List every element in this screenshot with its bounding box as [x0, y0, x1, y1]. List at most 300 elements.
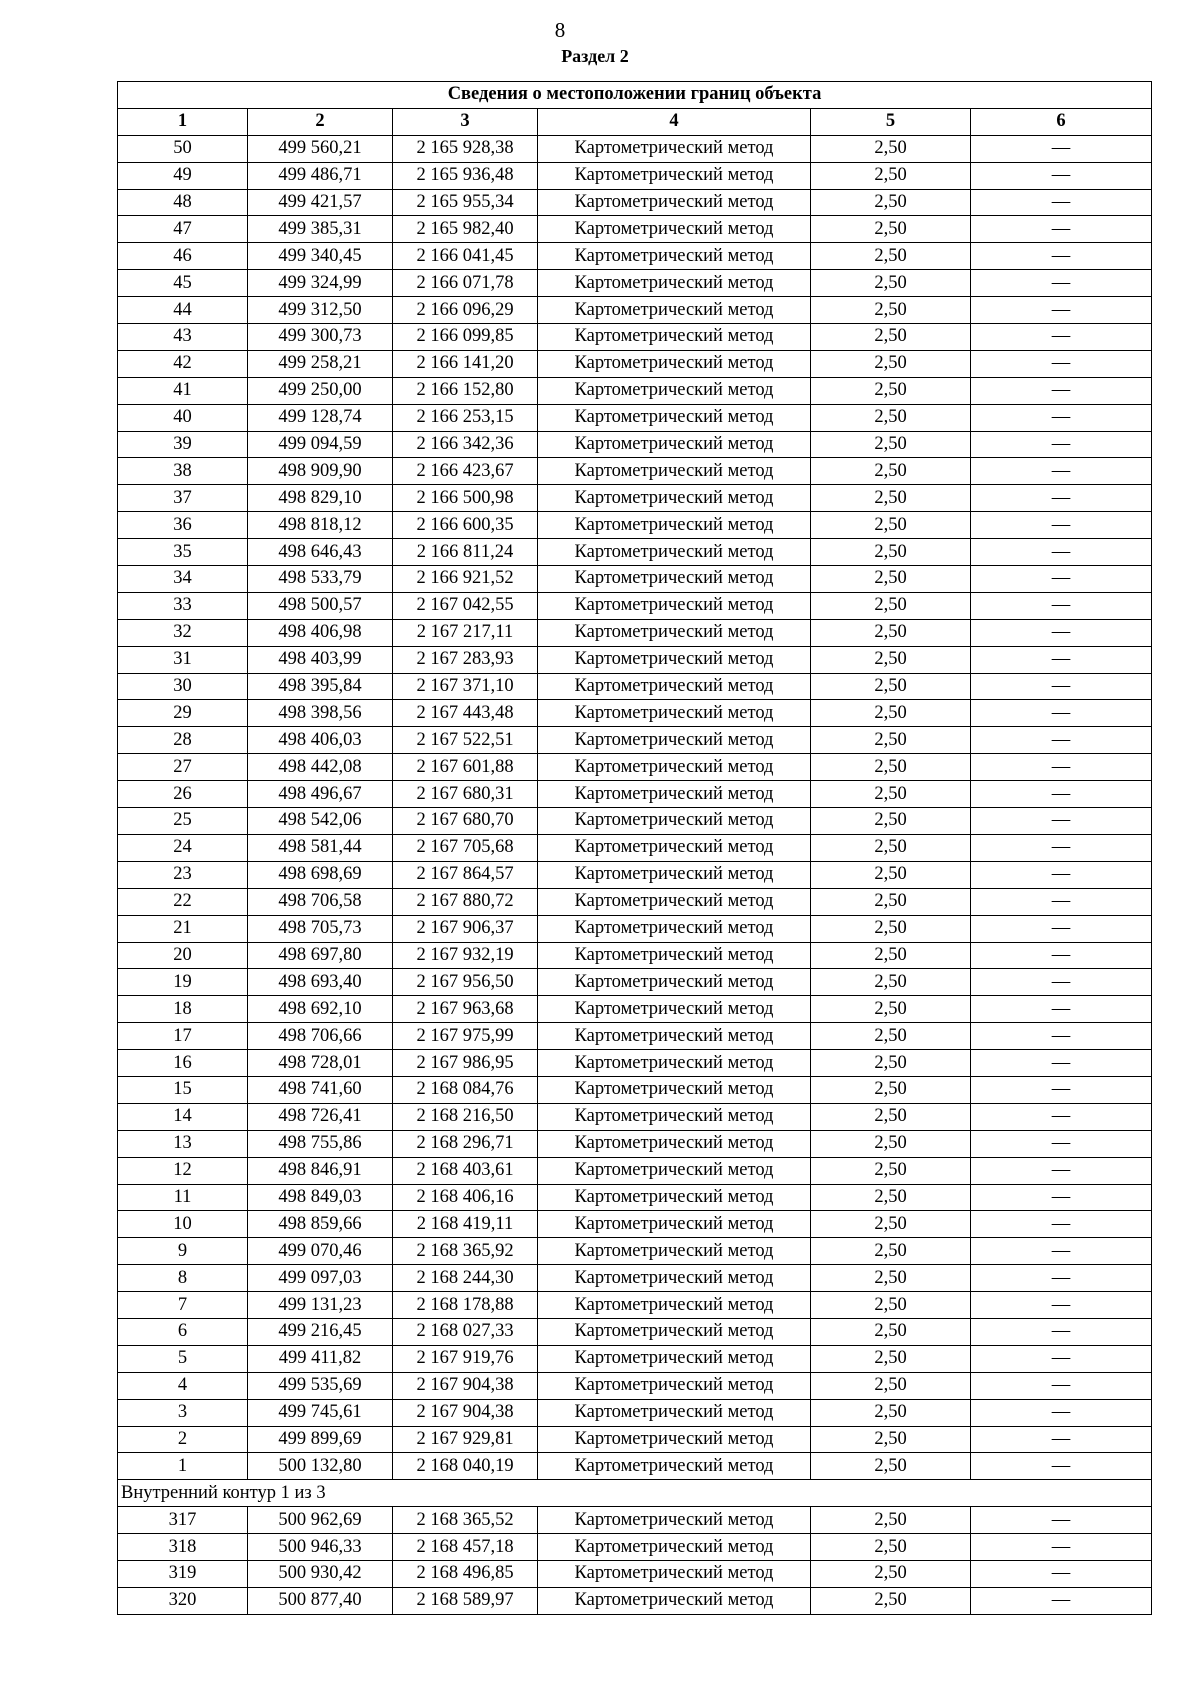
table-row	[118, 1050, 1152, 1077]
column-number: 5	[811, 108, 971, 135]
y-coordinate-cell: 2 167 880,72	[393, 888, 538, 915]
y-coordinate-cell: 2 168 419,11	[393, 1211, 538, 1238]
note-cell: —	[971, 566, 1152, 593]
y-coordinate-cell: 2 166 099,85	[393, 324, 538, 351]
method-cell: Картометрический метод	[538, 216, 811, 243]
accuracy-cell: 2,50	[811, 727, 971, 754]
note-cell: —	[971, 324, 1152, 351]
y-coordinate-cell: 2 166 600,35	[393, 512, 538, 539]
note-cell: —	[971, 135, 1152, 162]
note-cell: —	[971, 485, 1152, 512]
x-coordinate-cell: 499 385,31	[248, 216, 393, 243]
method-cell: Картометрический метод	[538, 1534, 811, 1561]
method-cell: Картометрический метод	[538, 1292, 811, 1319]
accuracy-cell: 2,50	[811, 1292, 971, 1319]
method-cell: Картометрический метод	[538, 1507, 811, 1534]
point-number-cell: 10	[118, 1211, 248, 1238]
note-cell: —	[971, 1292, 1152, 1319]
note-cell: —	[971, 270, 1152, 297]
table-row	[118, 592, 1152, 619]
x-coordinate-cell: 498 846,91	[248, 1157, 393, 1184]
table-row	[118, 135, 1152, 162]
accuracy-cell: 2,50	[811, 1453, 971, 1480]
accuracy-cell: 2,50	[811, 297, 971, 324]
y-coordinate-cell: 2 167 283,93	[393, 646, 538, 673]
accuracy-cell: 2,50	[811, 1211, 971, 1238]
inner-contour-rows	[118, 1507, 1152, 1615]
x-coordinate-cell: 498 403,99	[248, 646, 393, 673]
x-coordinate-cell: 498 697,80	[248, 942, 393, 969]
table-row	[118, 1453, 1152, 1480]
method-cell: Картометрический метод	[538, 324, 811, 351]
y-coordinate-cell: 2 166 141,20	[393, 350, 538, 377]
x-coordinate-cell: 498 829,10	[248, 485, 393, 512]
table-row	[118, 1587, 1152, 1614]
x-coordinate-cell: 498 741,60	[248, 1076, 393, 1103]
method-cell: Картометрический метод	[538, 969, 811, 996]
point-number-cell: 318	[118, 1534, 248, 1561]
method-cell: Картометрический метод	[538, 727, 811, 754]
point-number-cell: 18	[118, 996, 248, 1023]
accuracy-cell: 2,50	[811, 700, 971, 727]
method-cell: Картометрический метод	[538, 1157, 811, 1184]
accuracy-cell: 2,50	[811, 377, 971, 404]
method-cell: Картометрический метод	[538, 431, 811, 458]
note-cell: —	[971, 162, 1152, 189]
y-coordinate-cell: 2 167 963,68	[393, 996, 538, 1023]
x-coordinate-cell: 499 560,21	[248, 135, 393, 162]
note-cell: —	[971, 431, 1152, 458]
y-coordinate-cell: 2 168 084,76	[393, 1076, 538, 1103]
x-coordinate-cell: 499 421,57	[248, 189, 393, 216]
x-coordinate-cell: 498 818,12	[248, 512, 393, 539]
table-row	[118, 485, 1152, 512]
point-number-cell: 31	[118, 646, 248, 673]
x-coordinate-cell: 500 946,33	[248, 1534, 393, 1561]
y-coordinate-cell: 2 167 371,10	[393, 673, 538, 700]
table-row	[118, 1157, 1152, 1184]
x-coordinate-cell: 499 340,45	[248, 243, 393, 270]
column-number: 6	[971, 108, 1152, 135]
point-number-cell: 317	[118, 1507, 248, 1534]
point-number-cell: 29	[118, 700, 248, 727]
accuracy-cell: 2,50	[811, 1130, 971, 1157]
column-number: 3	[393, 108, 538, 135]
y-coordinate-cell: 2 166 152,80	[393, 377, 538, 404]
method-cell: Картометрический метод	[538, 1238, 811, 1265]
table-row	[118, 1507, 1152, 1534]
accuracy-cell: 2,50	[811, 673, 971, 700]
accuracy-cell: 2,50	[811, 1399, 971, 1426]
table-row	[118, 888, 1152, 915]
table-title: Сведения о местоположении границ объекта	[118, 82, 1152, 109]
y-coordinate-cell: 2 168 178,88	[393, 1292, 538, 1319]
method-cell: Картометрический метод	[538, 1184, 811, 1211]
x-coordinate-cell: 498 406,03	[248, 727, 393, 754]
point-number-cell: 2	[118, 1426, 248, 1453]
column-number: 4	[538, 108, 811, 135]
y-coordinate-cell: 2 168 589,97	[393, 1587, 538, 1614]
y-coordinate-cell: 2 165 955,34	[393, 189, 538, 216]
note-cell: —	[971, 297, 1152, 324]
table-row	[118, 996, 1152, 1023]
accuracy-cell: 2,50	[811, 485, 971, 512]
point-number-cell: 32	[118, 619, 248, 646]
y-coordinate-cell: 2 167 906,37	[393, 915, 538, 942]
method-cell: Картометрический метод	[538, 1050, 811, 1077]
method-cell: Картометрический метод	[538, 485, 811, 512]
x-coordinate-cell: 499 324,99	[248, 270, 393, 297]
accuracy-cell: 2,50	[811, 1318, 971, 1345]
method-cell: Картометрический метод	[538, 619, 811, 646]
note-cell: —	[971, 458, 1152, 485]
note-cell: —	[971, 834, 1152, 861]
y-coordinate-cell: 2 168 027,33	[393, 1318, 538, 1345]
note-cell: —	[971, 512, 1152, 539]
y-coordinate-cell: 2 166 253,15	[393, 404, 538, 431]
x-coordinate-cell: 499 094,59	[248, 431, 393, 458]
x-coordinate-cell: 498 849,03	[248, 1184, 393, 1211]
accuracy-cell: 2,50	[811, 324, 971, 351]
table-row	[118, 566, 1152, 593]
table-row	[118, 1023, 1152, 1050]
x-coordinate-cell: 499 486,71	[248, 162, 393, 189]
outer-contour-rows	[118, 135, 1152, 1480]
accuracy-cell: 2,50	[811, 754, 971, 781]
y-coordinate-cell: 2 165 936,48	[393, 162, 538, 189]
point-number-cell: 25	[118, 808, 248, 835]
accuracy-cell: 2,50	[811, 216, 971, 243]
method-cell: Картометрический метод	[538, 512, 811, 539]
table-row	[118, 1534, 1152, 1561]
accuracy-cell: 2,50	[811, 404, 971, 431]
accuracy-cell: 2,50	[811, 243, 971, 270]
table-row	[118, 270, 1152, 297]
accuracy-cell: 2,50	[811, 969, 971, 996]
y-coordinate-cell: 2 168 457,18	[393, 1534, 538, 1561]
point-number-cell: 12	[118, 1157, 248, 1184]
y-coordinate-cell: 2 168 406,16	[393, 1184, 538, 1211]
x-coordinate-cell: 499 070,46	[248, 1238, 393, 1265]
method-cell: Картометрический метод	[538, 1023, 811, 1050]
accuracy-cell: 2,50	[811, 431, 971, 458]
point-number-cell: 49	[118, 162, 248, 189]
table-row	[118, 1399, 1152, 1426]
method-cell: Картометрический метод	[538, 162, 811, 189]
x-coordinate-cell: 499 899,69	[248, 1426, 393, 1453]
point-number-cell: 26	[118, 781, 248, 808]
point-number-cell: 21	[118, 915, 248, 942]
method-cell: Картометрический метод	[538, 243, 811, 270]
accuracy-cell: 2,50	[811, 996, 971, 1023]
point-number-cell: 35	[118, 539, 248, 566]
point-number-cell: 8	[118, 1265, 248, 1292]
table-row	[118, 1130, 1152, 1157]
table-row	[118, 1076, 1152, 1103]
x-coordinate-cell: 498 692,10	[248, 996, 393, 1023]
table-row	[118, 243, 1152, 270]
table-row	[118, 539, 1152, 566]
method-cell: Картометрический метод	[538, 458, 811, 485]
accuracy-cell: 2,50	[811, 1534, 971, 1561]
table-row	[118, 216, 1152, 243]
y-coordinate-cell: 2 167 705,68	[393, 834, 538, 861]
accuracy-cell: 2,50	[811, 834, 971, 861]
accuracy-cell: 2,50	[811, 512, 971, 539]
y-coordinate-cell: 2 165 982,40	[393, 216, 538, 243]
point-number-cell: 13	[118, 1130, 248, 1157]
accuracy-cell: 2,50	[811, 1560, 971, 1587]
x-coordinate-cell: 498 755,86	[248, 1130, 393, 1157]
y-coordinate-cell: 2 168 365,52	[393, 1507, 538, 1534]
x-coordinate-cell: 498 706,66	[248, 1023, 393, 1050]
point-number-cell: 15	[118, 1076, 248, 1103]
x-coordinate-cell: 498 706,58	[248, 888, 393, 915]
method-cell: Картометрический метод	[538, 1372, 811, 1399]
table-row	[118, 1238, 1152, 1265]
column-number-row	[118, 108, 1152, 135]
y-coordinate-cell: 2 167 975,99	[393, 1023, 538, 1050]
note-cell: —	[971, 1318, 1152, 1345]
point-number-cell: 23	[118, 861, 248, 888]
accuracy-cell: 2,50	[811, 458, 971, 485]
y-coordinate-cell: 2 168 296,71	[393, 1130, 538, 1157]
note-cell: —	[971, 861, 1152, 888]
boundary-coordinates-table	[117, 81, 1152, 1615]
point-number-cell: 4	[118, 1372, 248, 1399]
accuracy-cell: 2,50	[811, 915, 971, 942]
x-coordinate-cell: 498 698,69	[248, 861, 393, 888]
x-coordinate-cell: 498 646,43	[248, 539, 393, 566]
method-cell: Картометрический метод	[538, 297, 811, 324]
note-cell: —	[971, 808, 1152, 835]
x-coordinate-cell: 498 533,79	[248, 566, 393, 593]
y-coordinate-cell: 2 167 443,48	[393, 700, 538, 727]
method-cell: Картометрический метод	[538, 888, 811, 915]
point-number-cell: 43	[118, 324, 248, 351]
method-cell: Картометрический метод	[538, 1560, 811, 1587]
x-coordinate-cell: 499 128,74	[248, 404, 393, 431]
accuracy-cell: 2,50	[811, 135, 971, 162]
x-coordinate-cell: 498 581,44	[248, 834, 393, 861]
note-cell: —	[971, 781, 1152, 808]
y-coordinate-cell: 2 166 921,52	[393, 566, 538, 593]
x-coordinate-cell: 498 395,84	[248, 673, 393, 700]
x-coordinate-cell: 499 411,82	[248, 1345, 393, 1372]
y-coordinate-cell: 2 168 365,92	[393, 1238, 538, 1265]
y-coordinate-cell: 2 167 919,76	[393, 1345, 538, 1372]
point-number-cell: 42	[118, 350, 248, 377]
x-coordinate-cell: 498 442,08	[248, 754, 393, 781]
accuracy-cell: 2,50	[811, 189, 971, 216]
method-cell: Картометрический метод	[538, 1345, 811, 1372]
note-cell: —	[971, 1265, 1152, 1292]
x-coordinate-cell: 499 216,45	[248, 1318, 393, 1345]
note-cell: —	[971, 1103, 1152, 1130]
note-cell: —	[971, 1211, 1152, 1238]
table-row	[118, 808, 1152, 835]
y-coordinate-cell: 2 168 496,85	[393, 1560, 538, 1587]
inner-contour-section	[118, 1480, 1152, 1507]
column-number: 1	[118, 108, 248, 135]
x-coordinate-cell: 498 705,73	[248, 915, 393, 942]
point-number-cell: 9	[118, 1238, 248, 1265]
table-row	[118, 700, 1152, 727]
note-cell: —	[971, 700, 1152, 727]
point-number-cell: 44	[118, 297, 248, 324]
section-title: Раздел 2	[561, 46, 629, 66]
accuracy-cell: 2,50	[811, 270, 971, 297]
column-number: 2	[248, 108, 393, 135]
x-coordinate-cell: 499 097,03	[248, 1265, 393, 1292]
accuracy-cell: 2,50	[811, 646, 971, 673]
point-number-cell: 36	[118, 512, 248, 539]
table-row	[118, 1372, 1152, 1399]
y-coordinate-cell: 2 168 040,19	[393, 1453, 538, 1480]
point-number-cell: 33	[118, 592, 248, 619]
method-cell: Картометрический метод	[538, 1211, 811, 1238]
accuracy-cell: 2,50	[811, 592, 971, 619]
point-number-cell: 24	[118, 834, 248, 861]
method-cell: Картометрический метод	[538, 189, 811, 216]
x-coordinate-cell: 499 535,69	[248, 1372, 393, 1399]
accuracy-cell: 2,50	[811, 539, 971, 566]
x-coordinate-cell: 500 930,42	[248, 1560, 393, 1587]
note-cell: —	[971, 1238, 1152, 1265]
accuracy-cell: 2,50	[811, 888, 971, 915]
point-number-cell: 30	[118, 673, 248, 700]
accuracy-cell: 2,50	[811, 1076, 971, 1103]
accuracy-cell: 2,50	[811, 1050, 971, 1077]
accuracy-cell: 2,50	[811, 1238, 971, 1265]
x-coordinate-cell: 498 398,56	[248, 700, 393, 727]
table-row	[118, 754, 1152, 781]
point-number-cell: 37	[118, 485, 248, 512]
table-row	[118, 350, 1152, 377]
method-cell: Картометрический метод	[538, 1318, 811, 1345]
method-cell: Картометрический метод	[538, 673, 811, 700]
note-cell: —	[971, 404, 1152, 431]
note-cell: —	[971, 1184, 1152, 1211]
method-cell: Картометрический метод	[538, 566, 811, 593]
note-cell: —	[971, 1587, 1152, 1614]
note-cell: —	[971, 646, 1152, 673]
method-cell: Картометрический метод	[538, 834, 811, 861]
contour-label-row	[118, 1480, 1152, 1507]
table-row	[118, 1211, 1152, 1238]
accuracy-cell: 2,50	[811, 1157, 971, 1184]
note-cell: —	[971, 996, 1152, 1023]
y-coordinate-cell: 2 167 601,88	[393, 754, 538, 781]
x-coordinate-cell: 498 406,98	[248, 619, 393, 646]
note-cell: —	[971, 1157, 1152, 1184]
method-cell: Картометрический метод	[538, 592, 811, 619]
point-number-cell: 5	[118, 1345, 248, 1372]
point-number-cell: 3	[118, 1399, 248, 1426]
note-cell: —	[971, 189, 1152, 216]
y-coordinate-cell: 2 168 244,30	[393, 1265, 538, 1292]
table-row	[118, 377, 1152, 404]
point-number-cell: 6	[118, 1318, 248, 1345]
x-coordinate-cell: 498 693,40	[248, 969, 393, 996]
note-cell: —	[971, 1050, 1152, 1077]
accuracy-cell: 2,50	[811, 619, 971, 646]
point-number-cell: 20	[118, 942, 248, 969]
method-cell: Картометрический метод	[538, 915, 811, 942]
method-cell: Картометрический метод	[538, 861, 811, 888]
point-number-cell: 14	[118, 1103, 248, 1130]
method-cell: Картометрический метод	[538, 377, 811, 404]
x-coordinate-cell: 499 300,73	[248, 324, 393, 351]
point-number-cell: 27	[118, 754, 248, 781]
point-number-cell: 34	[118, 566, 248, 593]
method-cell: Картометрический метод	[538, 754, 811, 781]
note-cell: —	[971, 754, 1152, 781]
method-cell: Картометрический метод	[538, 1076, 811, 1103]
table-row	[118, 619, 1152, 646]
method-cell: Картометрический метод	[538, 404, 811, 431]
note-cell: —	[971, 243, 1152, 270]
table-row	[118, 781, 1152, 808]
method-cell: Картометрический метод	[538, 1399, 811, 1426]
note-cell: —	[971, 1023, 1152, 1050]
point-number-cell: 48	[118, 189, 248, 216]
table-row	[118, 297, 1152, 324]
accuracy-cell: 2,50	[811, 1103, 971, 1130]
x-coordinate-cell: 499 745,61	[248, 1399, 393, 1426]
point-number-cell: 16	[118, 1050, 248, 1077]
table-row	[118, 1265, 1152, 1292]
accuracy-cell: 2,50	[811, 162, 971, 189]
y-coordinate-cell: 2 167 042,55	[393, 592, 538, 619]
note-cell: —	[971, 888, 1152, 915]
note-cell: —	[971, 592, 1152, 619]
x-coordinate-cell: 498 726,41	[248, 1103, 393, 1130]
point-number-cell: 45	[118, 270, 248, 297]
accuracy-cell: 2,50	[811, 1587, 971, 1614]
table-row	[118, 431, 1152, 458]
method-cell: Картометрический метод	[538, 270, 811, 297]
point-number-cell: 41	[118, 377, 248, 404]
note-cell: —	[971, 1130, 1152, 1157]
note-cell: —	[971, 673, 1152, 700]
y-coordinate-cell: 2 167 904,38	[393, 1399, 538, 1426]
x-coordinate-cell: 498 542,06	[248, 808, 393, 835]
point-number-cell: 40	[118, 404, 248, 431]
method-cell: Картометрический метод	[538, 942, 811, 969]
method-cell: Картометрический метод	[538, 135, 811, 162]
table-row	[118, 324, 1152, 351]
point-number-cell: 17	[118, 1023, 248, 1050]
x-coordinate-cell: 499 258,21	[248, 350, 393, 377]
x-coordinate-cell: 500 132,80	[248, 1453, 393, 1480]
note-cell: —	[971, 1534, 1152, 1561]
method-cell: Картометрический метод	[538, 1130, 811, 1157]
inner-contour-label: Внутренний контур 1 из 3	[118, 1480, 1152, 1507]
method-cell: Картометрический метод	[538, 1453, 811, 1480]
note-cell: —	[971, 1345, 1152, 1372]
method-cell: Картометрический метод	[538, 996, 811, 1023]
x-coordinate-cell: 498 496,67	[248, 781, 393, 808]
table-row	[118, 861, 1152, 888]
y-coordinate-cell: 2 166 423,67	[393, 458, 538, 485]
point-number-cell: 47	[118, 216, 248, 243]
table-row	[118, 673, 1152, 700]
note-cell: —	[971, 539, 1152, 566]
table-row	[118, 189, 1152, 216]
table-row	[118, 162, 1152, 189]
y-coordinate-cell: 2 167 680,70	[393, 808, 538, 835]
